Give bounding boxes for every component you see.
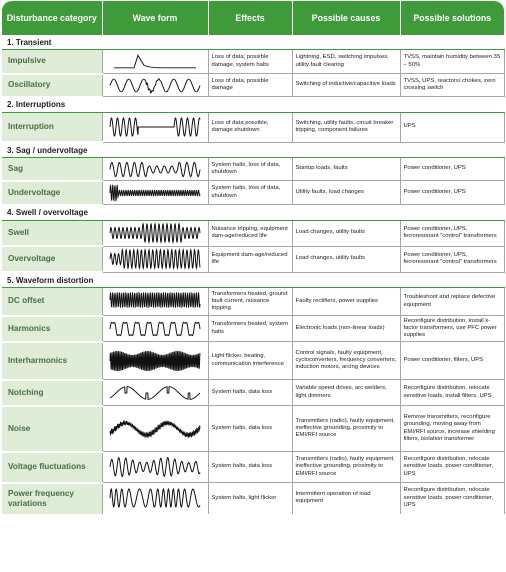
frequency-variation-waveform-icon bbox=[108, 486, 202, 510]
waveform-cell bbox=[102, 288, 208, 316]
table-body bbox=[2, 35, 504, 514]
waveform-cell bbox=[102, 112, 208, 142]
section-row bbox=[2, 35, 504, 50]
category-name: Sag bbox=[2, 158, 102, 181]
section-row bbox=[2, 97, 504, 113]
waveform-path bbox=[110, 78, 200, 92]
effects-cell: System halts, loss of data, shutdown bbox=[208, 181, 292, 205]
section-title: 4. Swell / overvoltage bbox=[2, 205, 504, 221]
header-effects: Effects bbox=[208, 1, 292, 35]
category-name: Noise bbox=[2, 406, 102, 452]
section-row bbox=[2, 205, 504, 221]
section-title: 5. Waveform distortion bbox=[2, 272, 504, 288]
causes-cell: Switching of inductive/capacitive loads bbox=[292, 74, 400, 97]
waveform-path bbox=[110, 185, 200, 200]
section-title: 1. Transient bbox=[2, 35, 504, 50]
notching-waveform-icon bbox=[108, 382, 202, 404]
harmonics-waveform-icon bbox=[108, 318, 202, 340]
waveform-path bbox=[110, 351, 200, 371]
waveform-cell bbox=[102, 181, 208, 205]
waveform-cell bbox=[102, 452, 208, 483]
waveform-path bbox=[110, 420, 200, 437]
waveform-cell bbox=[102, 74, 208, 97]
category-name: Overvoltage bbox=[2, 246, 102, 272]
category-name: DC offset bbox=[2, 288, 102, 316]
effects-cell: Loss of data, possible damage bbox=[208, 74, 292, 97]
disturbance-row-impulsive bbox=[2, 50, 504, 74]
causes-cell: Startup loads, faults bbox=[292, 158, 400, 181]
section-row bbox=[2, 142, 504, 158]
causes-cell: Load changes, utility faults bbox=[292, 220, 400, 246]
disturbance-row-voltage-fluctuations bbox=[2, 452, 504, 483]
disturbance-row-undervoltage bbox=[2, 181, 504, 205]
header-possible-solutions: Possible solutions bbox=[400, 1, 504, 35]
header-possible-causes: Possible causes bbox=[292, 1, 400, 35]
category-name: Undervoltage bbox=[2, 181, 102, 205]
causes-cell: Transmitters (radio), faulty equipment, ineffective grounding, proximity to EMI/RFI source bbox=[292, 406, 400, 452]
causes-cell: Switching, utility faults, circuit breaker tripping, component failures bbox=[292, 112, 400, 142]
solutions-cell: Reconfigure distribution, relocate sensitive loads, power conditioner, UPS bbox=[400, 452, 504, 483]
solutions-cell: Power conditioner, UPS bbox=[400, 158, 504, 181]
category-name: Harmonics bbox=[2, 316, 102, 342]
undervoltage-waveform-icon bbox=[108, 183, 202, 203]
effects-cell: System halts, data loss bbox=[208, 452, 292, 483]
effects-cell: System halts, data loss bbox=[208, 380, 292, 406]
waveform-path bbox=[110, 162, 200, 176]
interharmonics-waveform-icon bbox=[108, 349, 202, 373]
waveform-path bbox=[110, 118, 200, 136]
waveform-cell bbox=[102, 158, 208, 181]
solutions-cell: TVSS, maintain humidity between 35 – 50% bbox=[400, 50, 504, 74]
effects-cell: Loss of data possible, damage shutdown bbox=[208, 112, 292, 142]
effects-cell: Nuisance tripping, equipment dam-age/reduced life bbox=[208, 220, 292, 246]
waveform-cell bbox=[102, 406, 208, 452]
waveform-path bbox=[110, 322, 200, 335]
disturbance-row-oscillatory bbox=[2, 74, 504, 97]
disturbance-row-notching bbox=[2, 380, 504, 406]
solutions-cell: Power conditioner, UPS, ferroresonant "control" transformers bbox=[400, 220, 504, 246]
effects-cell: Transformers heated, ground fault current, nuisance tripping bbox=[208, 288, 292, 316]
causes-cell: Control signals, faulty equipment, cycloconverters, frequency converters, induction motors, arcing devices bbox=[292, 342, 400, 380]
disturbance-row-overvoltage bbox=[2, 246, 504, 272]
causes-cell: Lightning, ESD, switching impulses, utility fault clearing bbox=[292, 50, 400, 74]
waveform-path bbox=[110, 293, 200, 307]
causes-cell: Load changes, utility faults bbox=[292, 246, 400, 272]
effects-cell: Transformers heated, system halts bbox=[208, 316, 292, 342]
section-title: 2. Interruptions bbox=[2, 97, 504, 113]
waveform-cell bbox=[102, 483, 208, 514]
waveform-cell bbox=[102, 316, 208, 342]
category-name: Interruption bbox=[2, 112, 102, 142]
category-name: Voltage fluctuations bbox=[2, 452, 102, 483]
header-disturbance-category: Disturbance category bbox=[2, 1, 102, 35]
table-header bbox=[2, 1, 504, 35]
category-name: Swell bbox=[2, 220, 102, 246]
category-name: Oscillatory bbox=[2, 74, 102, 97]
disturbance-row-interharmonics bbox=[2, 342, 504, 380]
causes-cell: Utility faults, load changes bbox=[292, 181, 400, 205]
waveform-path bbox=[110, 250, 200, 268]
effects-cell: System halts, light flicker bbox=[208, 483, 292, 514]
causes-cell: Intermittent operation of load equipment bbox=[292, 483, 400, 514]
waveform-cell bbox=[102, 220, 208, 246]
waveform-cell bbox=[102, 380, 208, 406]
effects-cell: Equipment dam-age/reduced life bbox=[208, 246, 292, 272]
oscillatory-transient-waveform-icon bbox=[108, 76, 202, 95]
waveform-path bbox=[110, 458, 200, 477]
category-name: Interharmonics bbox=[2, 342, 102, 380]
impulse-waveform-icon bbox=[108, 52, 202, 72]
solutions-cell: Reconfigure distribution, relocate sensitive loads, install filters, UPS bbox=[400, 380, 504, 406]
disturbance-row-harmonics bbox=[2, 316, 504, 342]
causes-cell: Electronic loads (non-linear loads) bbox=[292, 316, 400, 342]
fluctuations-waveform-icon bbox=[108, 455, 202, 479]
waveform-path bbox=[110, 224, 200, 242]
power-disturbance-table bbox=[2, 1, 505, 514]
disturbance-row-swell bbox=[2, 220, 504, 246]
disturbance-row-interruption bbox=[2, 112, 504, 142]
solutions-cell: Reconfigure distribution, install k-factor transformers, use PFC power supplies bbox=[400, 316, 504, 342]
disturbance-row-sag bbox=[2, 158, 504, 181]
solutions-cell: Power conditioner, UPS bbox=[400, 181, 504, 205]
noise-waveform-icon bbox=[108, 417, 202, 441]
swell-waveform-icon bbox=[108, 222, 202, 244]
overvoltage-waveform-icon bbox=[108, 248, 202, 270]
solutions-cell: UPS bbox=[400, 112, 504, 142]
category-name: Notching bbox=[2, 380, 102, 406]
causes-cell: Transmitters (radio), faulty equipment, ineffective grounding, proximity to EMI/RFI source bbox=[292, 452, 400, 483]
disturbance-row-power-frequency-variations bbox=[2, 483, 504, 514]
solutions-cell: Remove transmitters, reconfigure grounding, moving away from EMI/RFI source, increase shielding filters, isolation transformer bbox=[400, 406, 504, 452]
disturbance-row-dc-offset bbox=[2, 288, 504, 316]
waveform-path bbox=[110, 489, 200, 507]
causes-cell: Variable speed drives, arc welders, light dimmers bbox=[292, 380, 400, 406]
solutions-cell: Power conditioner, filters, UPS bbox=[400, 342, 504, 380]
header-wave-form: Wave form bbox=[102, 1, 208, 35]
solutions-cell: TVSS, UPS, reactors/ chokes, zero crossing switch bbox=[400, 74, 504, 97]
disturbance-row-noise bbox=[2, 406, 504, 452]
effects-cell: Loss of data, possible damage, system halts bbox=[208, 50, 292, 74]
section-title: 3. Sag / undervoltage bbox=[2, 142, 504, 158]
category-name: Power frequency variations bbox=[2, 483, 102, 514]
waveform-path bbox=[110, 386, 200, 399]
sag-waveform-icon bbox=[108, 160, 202, 179]
causes-cell: Faulty rectifiers, power supplies bbox=[292, 288, 400, 316]
effects-cell: System halts, loss of data, shutdown bbox=[208, 158, 292, 181]
dc-offset-waveform-icon bbox=[108, 290, 202, 314]
category-name: Impulsive bbox=[2, 50, 102, 74]
waveform-cell bbox=[102, 342, 208, 380]
interruption-waveform-icon bbox=[108, 115, 202, 139]
waveform-cell bbox=[102, 50, 208, 74]
effects-cell: Light flicker, heating, communication interference bbox=[208, 342, 292, 380]
solutions-cell: Troubleshoot and replace defective equipment bbox=[400, 288, 504, 316]
solutions-cell: Power conditioner, UPS, ferroresonant "control" transformers bbox=[400, 246, 504, 272]
effects-cell: System halts, data loss bbox=[208, 406, 292, 452]
section-row bbox=[2, 272, 504, 288]
solutions-cell: Reconfigure distribution, relocate sensitive loads, power conditioner, UPS bbox=[400, 483, 504, 514]
waveform-cell bbox=[102, 246, 208, 272]
waveform-path bbox=[114, 55, 196, 68]
